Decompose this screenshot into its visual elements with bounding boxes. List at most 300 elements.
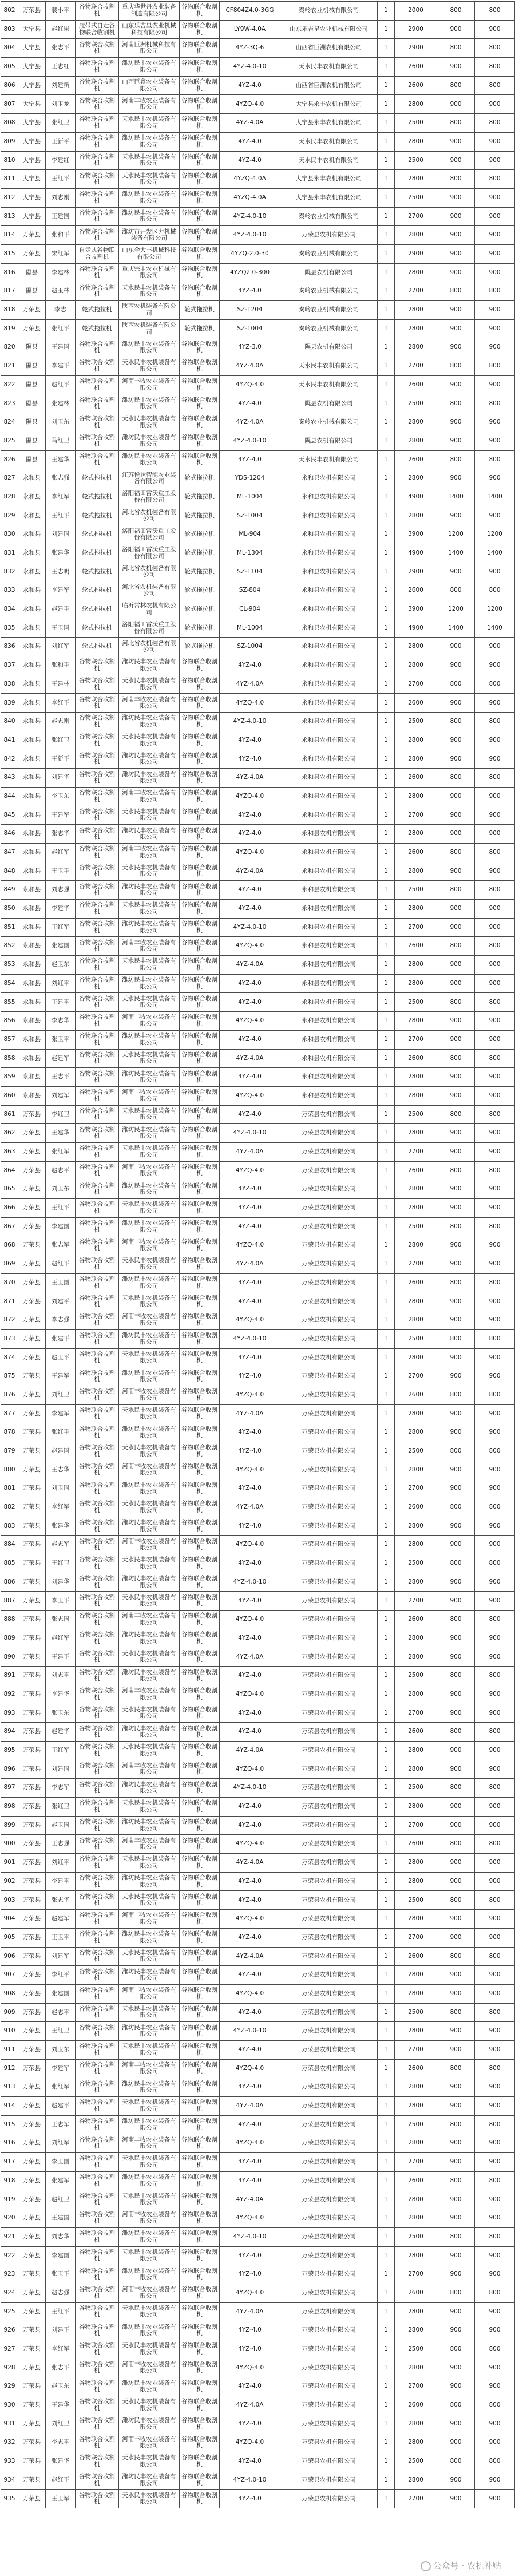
model-cell: 4YZ-4.0A [220, 1404, 280, 1423]
machine-category-cell: 谷物联合收割机 [76, 1872, 119, 1891]
central-subsidy-cell: 900 [437, 151, 475, 170]
table-row [1, 1012, 515, 1031]
county-cell: 万荣县 [18, 1124, 46, 1143]
machine-category-cell: 自走式谷物联合收割机 [76, 244, 119, 263]
dealer-cell: 秦岭农业机械有限公司 [280, 301, 378, 320]
row-number-cell: 924 [1, 2284, 18, 2302]
table-row [1, 2227, 515, 2246]
row-number-cell: 886 [1, 1573, 18, 1592]
total-subsidy-cell: 900 [475, 750, 515, 769]
sale-price-cell: 2500 [395, 1442, 437, 1461]
central-subsidy-cell: 900 [437, 2040, 475, 2059]
watermark [417, 2558, 505, 2573]
machine-type-cell: 谷物联合收割机 [180, 1910, 220, 1929]
county-cell: 万荣县 [18, 1854, 46, 1873]
central-subsidy-cell: 900 [437, 2022, 475, 2041]
table-row [1, 1573, 515, 1592]
county-cell: 万荣县 [18, 226, 46, 245]
model-cell: 4YZ-4.0-10 [220, 1573, 280, 1592]
machine-type-cell: 谷物联合收割机 [180, 2022, 220, 2041]
central-subsidy-cell: 900 [437, 207, 475, 226]
table-row [1, 375, 515, 394]
manufacturer-cell: 潍坊民丰农业装备有限公司 [119, 2377, 180, 2396]
county-cell: 万荣县 [18, 2265, 46, 2284]
table-row [1, 1928, 515, 1947]
machine-category-cell: 谷物联合收割机 [76, 2153, 119, 2172]
manufacturer-cell: 潍坊民丰农业装备有限公司 [119, 2115, 180, 2134]
manufacturer-cell: 天水民丰农机装备有限公司 [119, 2302, 180, 2321]
central-subsidy-cell: 900 [437, 2078, 475, 2097]
buyer-name-cell: 王卫平 [46, 1928, 76, 1947]
central-subsidy-cell: 1200 [437, 525, 475, 544]
quantity-cell: 1 [378, 2359, 395, 2377]
total-subsidy-cell: 900 [475, 2022, 515, 2041]
sale-price-cell: 2000 [395, 2, 437, 21]
quantity-cell: 1 [378, 2321, 395, 2340]
total-subsidy-cell: 800 [475, 1273, 515, 1292]
buyer-name-cell: 刘建军 [46, 1086, 76, 1105]
quantity-cell: 1 [378, 413, 395, 432]
machine-type-cell: 谷物联合收割机 [180, 2340, 220, 2359]
county-cell: 万荣县 [18, 2040, 46, 2059]
buyer-name-cell: 赵建军 [46, 1910, 76, 1929]
central-subsidy-cell: 900 [437, 2415, 475, 2433]
model-cell: CF804Z4.0-3GG [220, 2, 280, 21]
machine-category-cell: 谷物联合收割机 [76, 862, 119, 881]
county-cell: 永和县 [18, 713, 46, 731]
central-subsidy-cell: 900 [437, 1517, 475, 1536]
central-subsidy-cell: 900 [437, 1367, 475, 1386]
county-cell: 万荣县 [18, 2209, 46, 2228]
buyer-name-cell: 李卫国 [46, 2153, 76, 2172]
model-cell: 4YZQ-4.0 [220, 1685, 280, 1704]
machine-category-cell: 谷物联合收割机 [76, 918, 119, 937]
quantity-cell: 1 [378, 432, 395, 450]
table-row [1, 2134, 515, 2153]
machine-type-cell: 轮式拖拉机 [180, 619, 220, 638]
quantity-cell: 1 [378, 1760, 395, 1779]
county-cell: 万荣县 [18, 2022, 46, 2041]
central-subsidy-cell: 800 [437, 2227, 475, 2246]
county-cell: 大宁县 [18, 76, 46, 95]
machine-category-cell: 谷物联合收割机 [76, 843, 119, 862]
machine-type-cell: 轮式拖拉机 [180, 507, 220, 525]
table-row [1, 1966, 515, 1985]
quantity-cell: 1 [378, 1236, 395, 1255]
buyer-name-cell: 李红平 [46, 694, 76, 713]
buyer-name-cell: 王建军 [46, 1367, 76, 1386]
quantity-cell: 1 [378, 2377, 395, 2396]
total-subsidy-cell: 900 [475, 1255, 515, 1274]
manufacturer-cell: 天水民丰农机装备有限公司 [119, 1798, 180, 1817]
county-cell: 永和县 [18, 619, 46, 638]
sale-price-cell: 2700 [395, 1030, 437, 1049]
table-row [1, 2040, 515, 2059]
model-cell: 4YZ-4.0A [220, 357, 280, 376]
total-subsidy-cell: 800 [475, 2340, 515, 2359]
machine-type-cell: 谷物联合收割机 [180, 2078, 220, 2097]
central-subsidy-cell: 900 [437, 694, 475, 713]
row-number-cell: 900 [1, 1835, 18, 1854]
row-number-cell: 851 [1, 918, 18, 937]
central-subsidy-cell: 800 [437, 1611, 475, 1629]
quantity-cell: 1 [378, 95, 395, 114]
buyer-name-cell: 赵志军 [46, 1536, 76, 1554]
model-cell: 4YZ-4.0-10 [220, 226, 280, 245]
machine-category-cell: 轮式拖拉机 [76, 563, 119, 581]
manufacturer-cell: 天水民丰农机装备有限公司 [119, 1142, 180, 1161]
row-number-cell: 870 [1, 1273, 18, 1292]
buyer-name-cell: 王红卫 [46, 1554, 76, 1573]
quantity-cell: 1 [378, 226, 395, 245]
table-row [1, 2171, 515, 2190]
county-cell: 万荣县 [18, 1648, 46, 1667]
total-subsidy-cell: 900 [475, 469, 515, 488]
county-cell: 万荣县 [18, 1667, 46, 1685]
row-number-cell: 869 [1, 1255, 18, 1274]
central-subsidy-cell: 900 [437, 1872, 475, 1891]
buyer-name-cell: 李红军 [46, 1498, 76, 1517]
quantity-cell: 1 [378, 2059, 395, 2078]
table-row [1, 244, 515, 263]
county-cell: 万荣县 [18, 1835, 46, 1854]
machine-category-cell: 谷物联合收割机 [76, 656, 119, 675]
county-cell: 万荣县 [18, 1105, 46, 1124]
dealer-cell: 万荣县农机有限公司 [280, 1386, 378, 1404]
table-row [1, 2415, 515, 2433]
quantity-cell: 1 [378, 488, 395, 507]
sale-price-cell: 2800 [395, 338, 437, 357]
table-row [1, 1049, 515, 1068]
buyer-name-cell: 刘志强 [46, 881, 76, 900]
county-cell: 永和县 [18, 694, 46, 713]
dealer-cell: 万荣县农机有限公司 [280, 2171, 378, 2190]
model-cell: 4YZQ-4.0 [220, 1386, 280, 1404]
dealer-cell: 万荣县农机有限公司 [280, 1667, 378, 1685]
county-cell: 永和县 [18, 937, 46, 956]
machine-category-cell: 谷物联合收割机 [76, 2396, 119, 2415]
buyer-name-cell: 张卫平 [46, 2265, 76, 2284]
model-cell: 4YZ-4.0A [220, 2097, 280, 2116]
central-subsidy-cell: 900 [437, 918, 475, 937]
buyer-name-cell: 刘建平 [46, 2321, 76, 2340]
county-cell: 万荣县 [18, 2115, 46, 2134]
dealer-cell: 秦岭农业机械有限公司 [280, 319, 378, 338]
sale-price-cell: 2500 [395, 2003, 437, 2022]
buyer-name-cell: 张志强 [46, 469, 76, 488]
row-number-cell: 883 [1, 1517, 18, 1536]
manufacturer-cell: 潍坊民丰农业装备有限公司 [119, 2227, 180, 2246]
sale-price-cell: 2500 [395, 1891, 437, 1910]
model-cell: 4YZ-4.0 [220, 2321, 280, 2340]
row-number-cell: 843 [1, 769, 18, 788]
manufacturer-cell: 天水民丰农机装备有限公司 [119, 731, 180, 750]
central-subsidy-cell: 900 [437, 301, 475, 320]
row-number-cell: 899 [1, 1816, 18, 1835]
total-subsidy-cell: 900 [475, 656, 515, 675]
manufacturer-cell: 潍坊民丰农业装备有限公司 [119, 918, 180, 937]
machine-type-cell: 谷物联合收割机 [180, 1498, 220, 1517]
sale-price-cell: 2500 [395, 188, 437, 207]
central-subsidy-cell: 900 [437, 862, 475, 881]
dealer-cell: 万荣县农机有限公司 [280, 2433, 378, 2452]
machine-type-cell: 谷物联合收割机 [180, 787, 220, 806]
model-cell: 4YZ-4.0 [220, 1798, 280, 1817]
machine-category-cell: 谷物联合收割机 [76, 76, 119, 95]
buyer-name-cell: 赵志强 [46, 2284, 76, 2302]
total-subsidy-cell: 800 [475, 1554, 515, 1573]
table-row [1, 76, 515, 95]
machine-category-cell: 谷物联合收割机 [76, 1142, 119, 1161]
table-row [1, 2490, 515, 2508]
county-cell: 万荣县 [18, 301, 46, 320]
dealer-cell: 万荣县农机有限公司 [280, 1835, 378, 1854]
model-cell: 4YZ-4.0 [220, 2452, 280, 2471]
total-subsidy-cell: 900 [475, 731, 515, 750]
sale-price-cell: 4900 [395, 544, 437, 563]
total-subsidy-cell: 900 [475, 1573, 515, 1592]
machine-type-cell: 谷物联合收割机 [180, 656, 220, 675]
county-cell: 隰县 [18, 375, 46, 394]
quantity-cell: 1 [378, 1273, 395, 1292]
county-cell: 万荣县 [18, 1629, 46, 1648]
machine-category-cell: 谷物联合收割机 [76, 1498, 119, 1517]
central-subsidy-cell: 800 [437, 114, 475, 133]
table-row [1, 357, 515, 376]
model-cell: 4YZQ-4.0A [220, 188, 280, 207]
buyer-name-cell: 赵卫东 [46, 956, 76, 975]
quantity-cell: 1 [378, 2171, 395, 2190]
quantity-cell: 1 [378, 1199, 395, 1218]
quantity-cell: 1 [378, 1536, 395, 1554]
dealer-cell: 永和县农机有限公司 [280, 881, 378, 900]
model-cell: 4YZ-4.0A [220, 862, 280, 881]
buyer-name-cell: 赵红卫 [46, 2190, 76, 2209]
manufacturer-cell: 河南丰收农业装备有限公司 [119, 375, 180, 394]
model-cell: 4YZ-4.0 [220, 1592, 280, 1611]
sale-price-cell: 2800 [395, 1292, 437, 1311]
total-subsidy-cell: 800 [475, 1442, 515, 1461]
model-cell: 4YZQ-4.0 [220, 2359, 280, 2377]
machine-category-cell: 谷物联合收割机 [76, 713, 119, 731]
machine-category-cell: 谷物联合收割机 [76, 1685, 119, 1704]
model-cell: ML-904 [220, 525, 280, 544]
sale-price-cell: 2800 [395, 432, 437, 450]
quantity-cell: 1 [378, 2471, 395, 2490]
buyer-name-cell: 刘卫东 [46, 1180, 76, 1199]
row-number-cell: 849 [1, 881, 18, 900]
dealer-cell: 天水民丰农机有限公司 [280, 151, 378, 170]
total-subsidy-cell: 900 [475, 1685, 515, 1704]
machine-category-cell: 谷物联合收割机 [76, 1255, 119, 1274]
row-number-cell: 845 [1, 806, 18, 825]
machine-category-cell: 谷物联合收割机 [76, 2059, 119, 2078]
county-cell: 永和县 [18, 750, 46, 769]
machine-type-cell: 谷物联合收割机 [180, 1573, 220, 1592]
central-subsidy-cell: 800 [437, 1779, 475, 1798]
county-cell: 万荣县 [18, 1255, 46, 1274]
quantity-cell: 1 [378, 881, 395, 900]
manufacturer-cell: 天水民丰农机装备有限公司 [119, 1348, 180, 1367]
model-cell: 4YZQ-4.0 [220, 1910, 280, 1929]
model-cell: 4YZ-4.0-10 [220, 2471, 280, 2490]
model-cell: 4YZ-4.0 [220, 2003, 280, 2022]
central-subsidy-cell: 800 [437, 2115, 475, 2134]
sale-price-cell: 2800 [395, 319, 437, 338]
row-number-cell: 929 [1, 2377, 18, 2396]
manufacturer-cell: 河南丰收农业装备有限公司 [119, 1236, 180, 1255]
quantity-cell: 1 [378, 1068, 395, 1087]
manufacturer-cell: 河南丰收农业装备有限公司 [119, 1012, 180, 1031]
machine-category-cell: 谷物联合收割机 [76, 1348, 119, 1367]
total-subsidy-cell: 800 [475, 1217, 515, 1236]
sale-price-cell: 3900 [395, 600, 437, 619]
row-number-cell: 926 [1, 2321, 18, 2340]
manufacturer-cell: 天水民丰农机装备有限公司 [119, 357, 180, 376]
dealer-cell: 万荣县农机有限公司 [280, 2246, 378, 2265]
machine-category-cell: 谷物联合收割机 [76, 1273, 119, 1292]
machine-type-cell: 谷物联合收割机 [180, 881, 220, 900]
total-subsidy-cell: 900 [475, 1348, 515, 1367]
central-subsidy-cell: 800 [437, 2396, 475, 2415]
dealer-cell: 永和县农机有限公司 [280, 993, 378, 1012]
table-row [1, 525, 515, 544]
total-subsidy-cell: 900 [475, 1012, 515, 1031]
table-row [1, 301, 515, 320]
machine-type-cell: 谷物联合收割机 [180, 375, 220, 394]
row-number-cell: 888 [1, 1611, 18, 1629]
sale-price-cell: 2700 [395, 2265, 437, 2284]
quantity-cell: 1 [378, 76, 395, 95]
model-cell: 4YZ-4.0A [220, 1741, 280, 1760]
model-cell: 4YZQ-4.0 [220, 1086, 280, 1105]
machine-type-cell: 谷物联合收割机 [180, 1816, 220, 1835]
central-subsidy-cell: 900 [437, 2471, 475, 2490]
model-cell: 4YZ-4.0 [220, 1723, 280, 1742]
total-subsidy-cell: 800 [475, 2, 515, 21]
model-cell: 4YZ-4.0 [220, 750, 280, 769]
dealer-cell: 万荣县农机有限公司 [280, 2078, 378, 2097]
total-subsidy-cell: 800 [475, 1611, 515, 1629]
machine-category-cell: 谷物联合收割机 [76, 2097, 119, 2116]
total-subsidy-cell: 900 [475, 151, 515, 170]
machine-category-cell: 谷物联合收割机 [76, 2321, 119, 2340]
central-subsidy-cell: 900 [437, 1142, 475, 1161]
buyer-name-cell: 裴小平 [46, 2, 76, 21]
machine-category-cell: 谷物联合收割机 [76, 282, 119, 301]
machine-type-cell: 谷物联合收割机 [180, 1854, 220, 1873]
table-row [1, 95, 515, 114]
machine-category-cell: 轮式拖拉机 [76, 507, 119, 525]
dealer-cell: 永和县农机有限公司 [280, 507, 378, 525]
buyer-name-cell: 李志 [46, 301, 76, 320]
total-subsidy-cell: 800 [475, 2171, 515, 2190]
table-row [1, 1142, 515, 1161]
dealer-cell: 万荣县农机有限公司 [280, 1966, 378, 1985]
row-number-cell: 885 [1, 1554, 18, 1573]
machine-type-cell: 谷物联合收割机 [180, 1386, 220, 1404]
model-cell: 4YZQ-4.0 [220, 1161, 280, 1180]
machine-type-cell: 谷物联合收割机 [180, 2209, 220, 2228]
buyer-name-cell: 王建林 [46, 675, 76, 694]
machine-category-cell: 谷物联合收割机 [76, 2433, 119, 2452]
buyer-name-cell: 王建国 [46, 338, 76, 357]
total-subsidy-cell: 900 [475, 338, 515, 357]
machine-type-cell: 谷物联合收割机 [180, 207, 220, 226]
quantity-cell: 1 [378, 2284, 395, 2302]
machine-category-cell: 谷物联合收割机 [76, 731, 119, 750]
buyer-name-cell: 张建林 [46, 394, 76, 413]
buyer-name-cell: 李红卫 [46, 1105, 76, 1124]
machine-type-cell: 轮式拖拉机 [180, 525, 220, 544]
quantity-cell: 1 [378, 1180, 395, 1199]
dealer-cell: 山西省巨洲农机有限公司 [280, 39, 378, 58]
dealer-cell: 永和县农机有限公司 [280, 750, 378, 769]
total-subsidy-cell: 800 [475, 58, 515, 77]
total-subsidy-cell: 800 [475, 1947, 515, 1966]
dealer-cell: 万荣县农机有限公司 [280, 2359, 378, 2377]
buyer-name-cell: 张建国 [46, 1984, 76, 2003]
model-cell: 4YZQ-4.0 [220, 2433, 280, 2452]
manufacturer-cell: 天水民丰农机装备有限公司 [119, 1592, 180, 1611]
sale-price-cell: 2700 [395, 2040, 437, 2059]
buyer-name-cell: 赵志刚 [46, 713, 76, 731]
county-cell: 大宁县 [18, 20, 46, 39]
manufacturer-cell: 天水民丰农机装备有限公司 [119, 1442, 180, 1461]
dealer-cell: 万荣县农机有限公司 [280, 1255, 378, 1274]
machine-type-cell: 谷物联合收割机 [180, 1161, 220, 1180]
buyer-name-cell: 李红军 [46, 2340, 76, 2359]
machine-type-cell: 谷物联合收割机 [180, 843, 220, 862]
total-subsidy-cell: 800 [475, 39, 515, 58]
central-subsidy-cell: 800 [437, 1891, 475, 1910]
total-subsidy-cell: 900 [475, 132, 515, 151]
central-subsidy-cell: 900 [437, 319, 475, 338]
county-cell: 大宁县 [18, 39, 46, 58]
sale-price-cell: 2500 [395, 2340, 437, 2359]
machine-type-cell: 谷物联合收割机 [180, 1068, 220, 1087]
sale-price-cell: 2500 [395, 1105, 437, 1124]
quantity-cell: 1 [378, 1086, 395, 1105]
machine-category-cell: 谷物联合收割机 [76, 357, 119, 376]
buyer-name-cell: 王卫平 [46, 862, 76, 881]
central-subsidy-cell: 800 [437, 769, 475, 788]
model-cell: 4YZ-4.0A [220, 114, 280, 133]
manufacturer-cell: 潍坊民丰农业装备有限公司 [119, 1966, 180, 1985]
county-cell: 永和县 [18, 806, 46, 825]
machine-category-cell: 谷物联合收割机 [76, 1180, 119, 1199]
model-cell: 4YZ-4.0 [220, 1348, 280, 1367]
total-subsidy-cell: 900 [475, 1479, 515, 1498]
sale-price-cell: 2800 [395, 1741, 437, 1760]
machine-category-cell: 谷物联合收割机 [76, 1760, 119, 1779]
table-row [1, 544, 515, 563]
central-subsidy-cell: 900 [437, 1236, 475, 1255]
county-cell: 永和县 [18, 900, 46, 919]
machine-category-cell: 谷物联合收割机 [76, 1217, 119, 1236]
county-cell: 永和县 [18, 1049, 46, 1068]
row-number-cell: 882 [1, 1498, 18, 1517]
total-subsidy-cell: 900 [475, 2302, 515, 2321]
quantity-cell: 1 [378, 1479, 395, 1498]
sale-price-cell: 2800 [395, 1180, 437, 1199]
machine-category-cell: 谷物联合收割机 [76, 1536, 119, 1554]
total-subsidy-cell: 900 [475, 95, 515, 114]
row-number-cell: 889 [1, 1629, 18, 1648]
quantity-cell: 1 [378, 544, 395, 563]
central-subsidy-cell: 900 [437, 825, 475, 844]
sale-price-cell: 2500 [395, 993, 437, 1012]
